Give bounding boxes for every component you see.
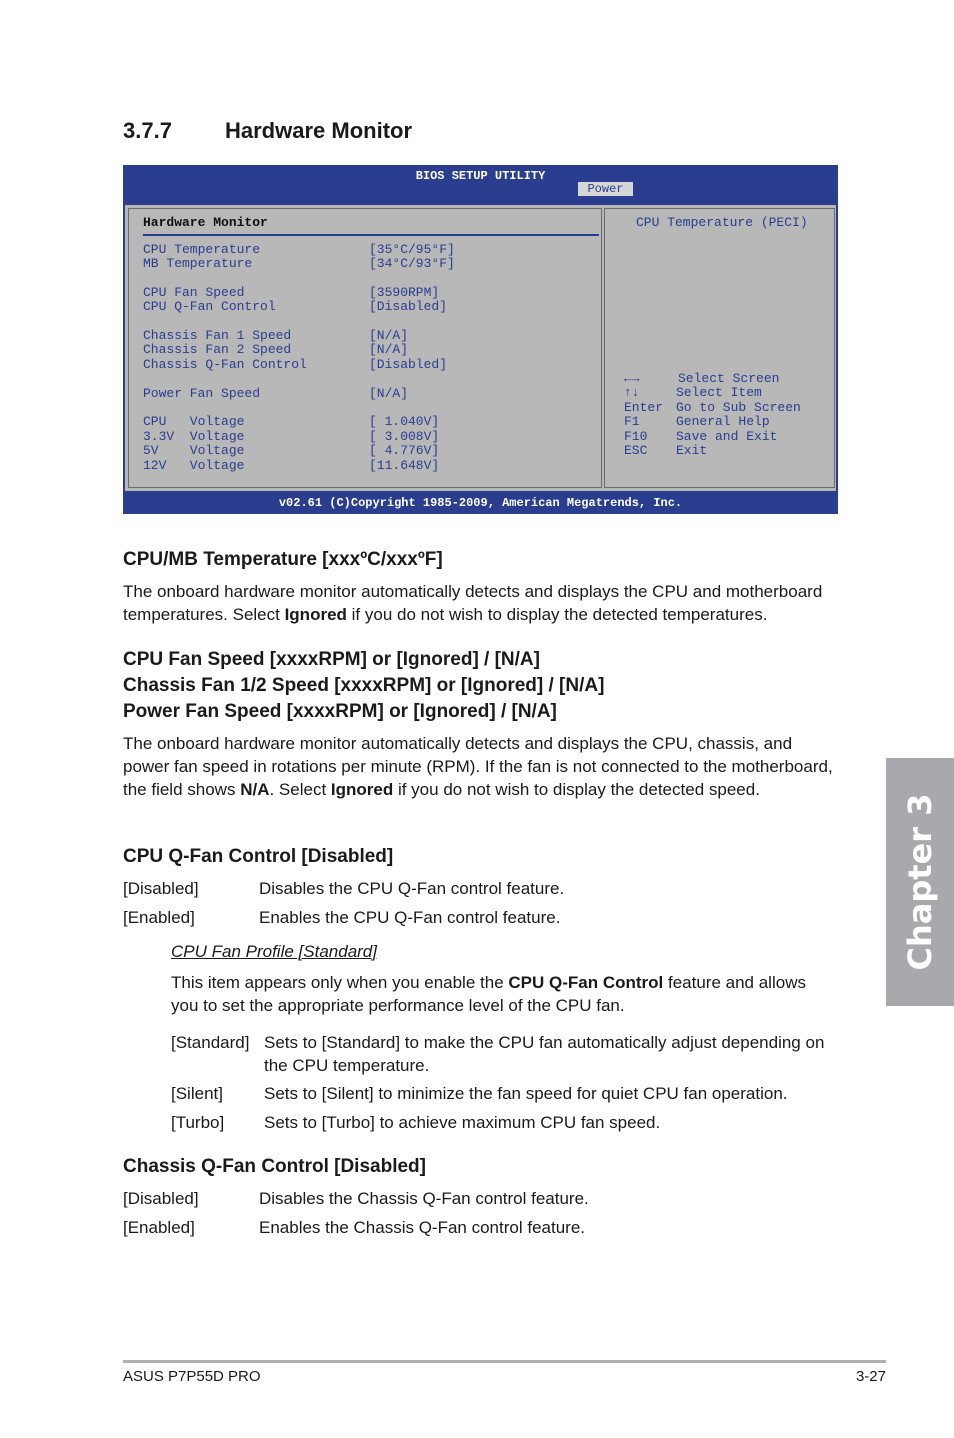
- bios-help-panel: CPU Temperature (PECI) ←→ Select Screen ↑↓ Select Item Enter Go to Sub Screen F1 General Help F10 Save and Exit ESC Exit: [604, 208, 835, 488]
- bios-title: BIOS SETUP UTILITY: [415, 169, 546, 183]
- section-number: 3.7.7: [123, 118, 172, 143]
- chassis-qfan-heading: Chassis Q-Fan Control [Disabled]: [123, 1156, 426, 1177]
- temp-paragraph: The onboard hardware monitor automatically detects and displays the CPU and motherboard temperatures. Select Ignored if you do not wish to display the detected temperatures.: [123, 582, 823, 624]
- bios-help-text: CPU Temperature (PECI): [636, 215, 808, 230]
- bios-footer: v02.61 (C)Copyright 1985-2009, American Megatrends, Inc.: [278, 496, 683, 510]
- power-fan-speed-heading: Power Fan Speed [xxxxRPM] or [Ignored] / [N/A]: [123, 701, 557, 722]
- footer-product: ASUS P7P55D PRO: [123, 1368, 261, 1385]
- profile-option-silent: [Silent] Sets to [Silent] to minimize the fan speed for quiet CPU fan operation.: [171, 1084, 788, 1103]
- footer-page-number: 3-27: [855, 1368, 886, 1385]
- chassis-qfan-option-enabled: [Enabled] Enables the Chassis Q-Fan control feature.: [123, 1218, 585, 1237]
- cpu-qfan-option-disabled: [Disabled] Disables the CPU Q-Fan control feature.: [123, 879, 565, 898]
- chassis-fan-speed-heading: Chassis Fan 1/2 Speed [xxxxRPM] or [Ignored] / [N/A]: [123, 675, 605, 696]
- section-heading: [123, 118, 412, 144]
- section-title: Hardware Monitor: [225, 118, 413, 143]
- footer-divider: [123, 1360, 886, 1363]
- bios-screenshot: [123, 165, 838, 514]
- chassis-qfan-option-disabled: [Disabled] Disables the Chassis Q-Fan control feature.: [123, 1189, 589, 1208]
- chapter-tab: [886, 758, 954, 1006]
- cpu-qfan-option-enabled: [Enabled] Enables the CPU Q-Fan control feature.: [123, 908, 561, 927]
- bios-body: [125, 205, 836, 491]
- arrow-up-down-icon: ↑↓: [624, 385, 640, 400]
- temp-heading: CPU/MB Temperature [xxxºC/xxxºF]: [123, 549, 443, 570]
- cpu-qfan-heading: CPU Q-Fan Control [Disabled]: [123, 846, 394, 867]
- cpu-fan-profile-title: CPU Fan Profile [Standard]: [171, 942, 377, 961]
- cpu-fan-speed-heading: CPU Fan Speed [xxxxRPM] or [Ignored] / [N/A]: [123, 649, 540, 670]
- bios-tab-power[interactable]: Power: [578, 182, 633, 196]
- bios-panel-title: Hardware Monitor: [143, 215, 268, 230]
- bios-settings-panel: Hardware Monitor CPU Temperature [35°C/95°F] MB Temperature [34°C/93°F] CPU Fan Speed [3590RPM] CPU Q-Fan Control [Disabled] Chassis Fan 1 Speed [N/A] Chassis Fan 2 Speed [N/A] Chassis Q-Fan Control [Disabled] Power Fan Speed [N/A] CPU Voltage [ 1.040V] 3.3V Voltage [ 3.008V] 5V Voltage [ 4.776V] 12V Voltage [11.648V]: [128, 208, 602, 488]
- profile-option-standard: [Standard] Sets to [Standard] to make the CPU fan automatically adjust depending on the CPU temperature.: [171, 1033, 825, 1075]
- fan-paragraph: The onboard hardware monitor automatically detects and displays the CPU, chassis, and power fan speed in rotations per minute (RPM). If the fan is not connected to the motherboard, the field shows N/A. Select Ignored if you do not wish to display the detected speed.: [123, 734, 833, 799]
- cpu-fan-profile-paragraph: This item appears only when you enable the CPU Q-Fan Control feature and allows you to set the appropriate performance level of the CPU fan.: [171, 973, 806, 1015]
- bios-divider: [143, 234, 599, 236]
- arrow-left-right-icon: ←→: [624, 371, 640, 386]
- profile-option-turbo: [Turbo] Sets to [Turbo] to achieve maximum CPU fan speed.: [171, 1113, 661, 1132]
- chapter-label: Chapter 3: [901, 793, 939, 971]
